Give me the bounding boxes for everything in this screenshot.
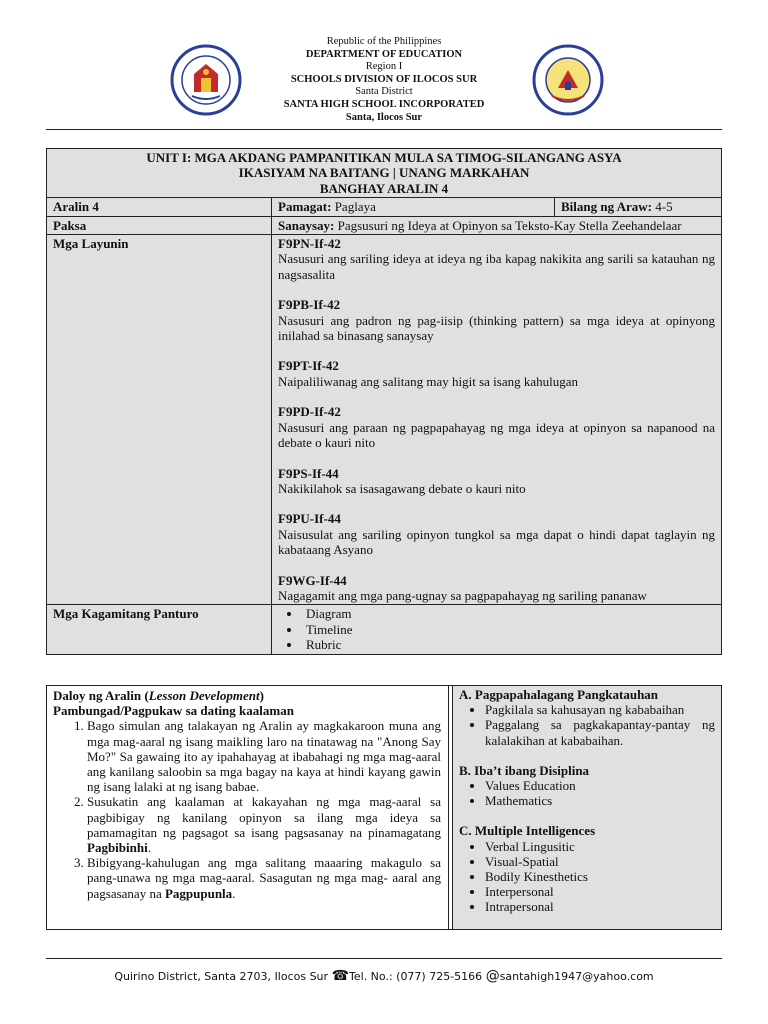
aralin-cell: Aralin 4 <box>47 198 272 216</box>
at-icon: @ <box>485 968 500 984</box>
footer-tel: Tel. No.: (077) 725-5166 <box>349 970 483 983</box>
step-text: Susukatin ang kaalaman at kakayahan ng mga mag-aaral sa pagbibigay ng kanilang opinyon sa ilang mga ideya sa pamamagitan ng pagsagot sa isang pagsasanay na pinamagatang <box>87 794 441 840</box>
layunin-cell <box>272 235 722 605</box>
step-bold: Pagbibinhi <box>87 840 148 856</box>
paksa-cell <box>272 216 722 234</box>
objective-code: F9PN-If-42 <box>278 236 341 252</box>
plan-title-cell <box>47 149 722 198</box>
objective-item <box>278 573 715 604</box>
objective-code: F9PS-If-44 <box>278 465 339 481</box>
objective-item <box>278 404 715 450</box>
objective-item <box>278 297 715 343</box>
objective-item <box>278 236 715 282</box>
objective-item <box>278 466 715 497</box>
objective-text: Naipaliliwanag ang salitang may higit sa isang kahulugan <box>278 373 579 389</box>
section-item: • Pagkilala sa kahusayan ng kababaihan <box>485 702 715 717</box>
header-department: DEPARTMENT OF EDUCATION <box>305 48 463 60</box>
footer-address: Quirino District, Santa 2703, Ilocos Sur <box>114 970 329 983</box>
column-divider <box>448 686 449 929</box>
header-location: Santa, Ilocos Sur <box>345 111 423 123</box>
section-item: • Visual-Spatial <box>485 854 715 869</box>
objective-text: Nasusuri ang sariling ideya at ideya ng iba kapag nakikita ang sarili sa katauhan ng nagsasalita <box>278 251 715 282</box>
plan-title-unit: UNIT I: MGA AKDANG PAMPANITIKAN MULA SA TIMOG-SILANGANG ASYA <box>146 150 622 165</box>
objective-text: Nasusuri ang paraan ng pagpapahayag ng mga ideya at opinyon sa napanood na debate o kauri nito <box>278 419 715 451</box>
section-item: • Verbal Lingusitic <box>485 839 715 854</box>
header-republic: Republic of the Philippines <box>326 36 442 47</box>
daloy-italic: Lesson Development <box>148 688 260 703</box>
bilang-cell <box>555 198 722 216</box>
paksa-label: Paksa <box>47 216 272 234</box>
sanaysay-label: Sanaysay: <box>278 217 335 233</box>
step-end: . <box>232 885 236 901</box>
kagamitan-label: Mga Kagamitang Panturo <box>47 605 272 654</box>
lesson-development-box <box>46 685 722 930</box>
footer-divider <box>46 958 722 959</box>
bilang-value: 4-5 <box>655 199 673 215</box>
daloy-suffix: ) <box>259 688 264 703</box>
objective-code: F9PU-If-44 <box>278 511 341 527</box>
objective-code: F9WG-If-44 <box>278 572 347 588</box>
daloy-prefix: Daloy ng Aralin ( <box>53 688 149 703</box>
steps-list <box>53 718 441 900</box>
objective-text: Nakikilahok sa isasagawang debate o kauri nito <box>278 480 526 496</box>
objective-item <box>278 358 715 389</box>
objective-text: Naisusulat ang sariling opinyon tungkol sa mga dapat o hindi dapat taglayin ng kabataang Asyano <box>278 526 715 558</box>
header-region: Region I <box>365 61 403 73</box>
pamagat-label: Pamagat: <box>278 199 332 215</box>
lesson-plan-table <box>46 148 722 655</box>
objective-text: Nagagamit ang mga pang-ugnay sa pagpapahayag ng sariling pananaw <box>278 587 647 603</box>
step-bold: Pagpupunla <box>164 885 233 901</box>
section-heading: C. Multiple Intelligences <box>459 823 596 839</box>
pamagat-cell <box>272 198 555 216</box>
objective-code: F9PT-If-42 <box>278 358 339 374</box>
section-item: • Interpersonal <box>485 884 715 899</box>
daloy-heading <box>53 688 441 703</box>
pambungad-heading: Pambungad/Pagpukaw sa dating kaalaman <box>53 703 294 719</box>
section-item: • Bodily Kinesthetics <box>485 869 715 884</box>
materials-list <box>278 606 715 652</box>
plan-title-grade: IKASIYAM NA BAITANG | UNANG MARKAHAN <box>238 165 530 181</box>
sanaysay-value: Pagsusuri ng Ideya at Opinyon sa Teksto-Kay Stella Zeehandelaar <box>337 217 682 233</box>
section-heading: B. Iba’t ibang Disiplina <box>459 762 590 778</box>
section-item: • Paggalang sa pagkakapantay-pantay ng kalalakihan at kababaihan. <box>485 717 715 747</box>
header-school: SANTA HIGH SCHOOL INCORPORATED <box>283 98 485 110</box>
header-division: SCHOOLS DIVISION OF ILOCOS SUR <box>290 73 478 85</box>
objective-item <box>278 511 715 557</box>
section-item: • Values Education <box>485 778 715 793</box>
step-text: Bago simulan ang talakayan ng Aralin ay magkakaroon muna ang mga mag-aaral ng isang maikling laro na tinatawag na "Anong Say Mo?" Sa gawaing ito ay ipahahayag at ibabahagi ng mga mag-aaral ang kanilang saloobin sa mga bagay na kaya at hindi kayang gawin ng isang lalaki at ng isang babae. <box>87 718 441 795</box>
pamagat-value: Paglaya <box>334 199 376 215</box>
section-item: • Intrapersonal <box>485 899 715 914</box>
plan-title-lesson: BANGHAY ARALIN 4 <box>319 180 449 196</box>
values-column <box>452 686 721 929</box>
kagamitan-cell <box>272 605 722 654</box>
step-item <box>87 855 441 901</box>
step-item <box>87 794 441 855</box>
footer <box>0 968 768 984</box>
lesson-development-column <box>47 686 447 929</box>
phone-icon: ☎ <box>331 968 350 984</box>
objective-code: F9PD-If-42 <box>278 404 341 420</box>
section-heading: A. Pagpapahalagang Pangkatauhan <box>459 687 659 702</box>
step-end: . <box>147 840 151 856</box>
layunin-label: Mga Layunin <box>47 235 272 605</box>
material-item: • Timeline <box>302 622 715 637</box>
section-list <box>459 702 715 748</box>
section-item: • Mathematics <box>485 793 715 808</box>
step-item <box>87 718 441 794</box>
objective-code: F9PB-If-42 <box>278 297 341 313</box>
section-list <box>459 778 715 808</box>
bilang-label: Bilang ng Araw: <box>561 199 653 215</box>
step-text: Bibigyang-kahulugan ang mga salitang maaaring makagulo sa pang-unawa ng mga mag-aaral. Sasagutan ng mga mag- aaral ang pagsasanay na <box>87 855 441 901</box>
objective-text: Nasusuri ang padron ng pag-iisip (thinking pattern) sa mga ideya at opinyong inilahad sa binasang sanaysay <box>278 312 715 344</box>
material-item: • Rubric <box>302 637 715 652</box>
header-district: Santa District <box>355 86 413 98</box>
footer-email[interactable]: santahigh1947@yahoo.com <box>499 970 654 983</box>
material-item: • Diagram <box>302 606 715 621</box>
header-divider <box>46 129 722 130</box>
letterhead <box>0 36 768 124</box>
section-list <box>459 839 715 915</box>
